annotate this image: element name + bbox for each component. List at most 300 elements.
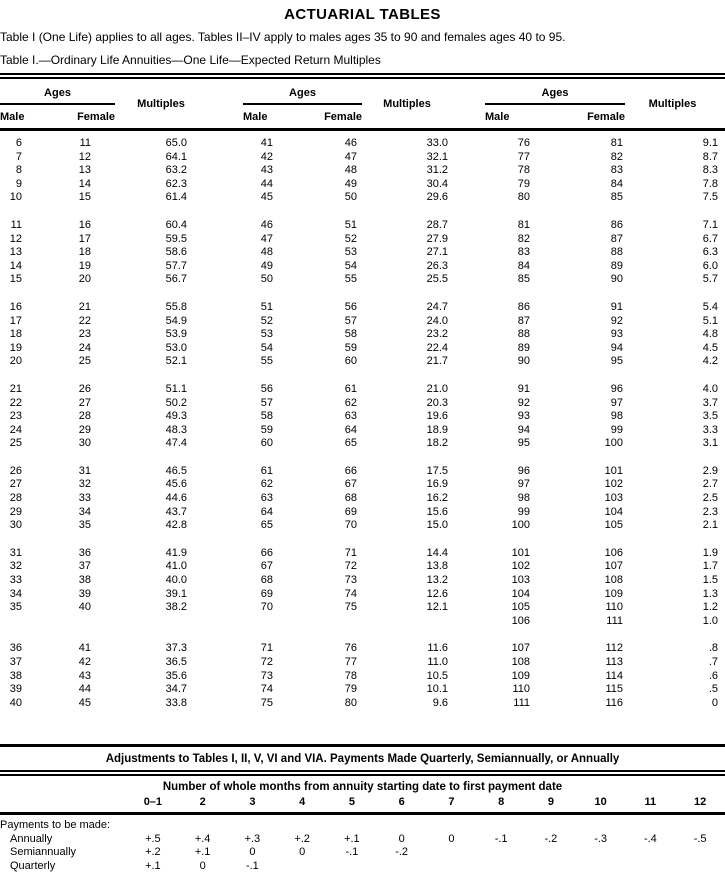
cell-male-age: 59	[260, 423, 273, 436]
cell-male-age: 96	[517, 464, 530, 477]
cell-male-age: 104	[511, 587, 530, 600]
adjustment-value	[476, 846, 526, 860]
cell-female-age: 82	[610, 150, 623, 163]
cell-multiple: 8.3	[702, 164, 718, 177]
month-column-header: 6	[377, 794, 427, 814]
cell-female-age: 43	[78, 669, 91, 682]
adjustment-value: +.2	[145, 846, 161, 859]
cell-multiple: 5.1	[702, 314, 718, 327]
adjustment-value	[526, 860, 576, 874]
cell-male-age: 28	[9, 492, 22, 505]
cell-multiple: 24.7	[426, 300, 448, 313]
cell-female-age: 12	[78, 150, 91, 163]
cell-multiple: 29.6	[426, 191, 448, 204]
cell-male-age: 14	[9, 259, 22, 272]
spacer	[452, 260, 485, 274]
table-row	[0, 574, 725, 588]
cell-multiple: 27.1	[426, 246, 448, 259]
cell-multiple: 57.7	[165, 259, 187, 272]
adjustment-value: 0	[299, 846, 306, 859]
cell-multiple: 10.1	[426, 683, 448, 696]
cell-male-age: 58	[260, 410, 273, 423]
cell-female-age: 99	[610, 423, 623, 436]
cell-female-age: 113	[605, 656, 623, 668]
cell-multiple: 17.5	[426, 464, 448, 477]
cell-female-age: 35	[78, 519, 91, 532]
cell-multiple: 1.3	[702, 587, 718, 600]
cell-multiple: 18.2	[426, 437, 448, 450]
cell-multiple: 56.7	[165, 273, 187, 286]
cell-male-age: 46	[260, 218, 273, 231]
table-row	[0, 151, 725, 165]
cell-male-age: 27	[9, 478, 22, 491]
cell-female-age: 73	[344, 574, 357, 587]
cell-female-age: 60	[344, 355, 357, 368]
cell-female-age: 16	[78, 218, 91, 231]
cell-multiple: 33.8	[165, 696, 187, 709]
spacer	[720, 465, 725, 479]
cell-female-age: 97	[610, 396, 623, 409]
document-page	[0, 6, 725, 873]
cell-female-age: 48	[344, 164, 357, 177]
cell-female-age: 44	[78, 683, 91, 696]
cell-multiple: 1.7	[702, 560, 718, 573]
spacer	[207, 683, 243, 697]
multiples-header-group1: Multiples	[115, 79, 207, 130]
cell-female-age: 53	[344, 246, 357, 259]
cell-male-age: 99	[517, 505, 530, 518]
cell-male-age: 74	[260, 683, 273, 696]
adjustment-value: +.1	[145, 859, 161, 872]
cell-male-age: 70	[260, 601, 273, 614]
table-row	[0, 642, 725, 656]
cell-multiple: 12.6	[426, 587, 448, 600]
payment-frequency-label: Quarterly	[10, 859, 56, 872]
spacer	[207, 328, 243, 342]
cell-female-age: 112	[605, 642, 623, 655]
cell-female-age: 69	[344, 505, 357, 518]
adjustment-value: 0	[448, 832, 455, 845]
cell-male-age: 9	[15, 177, 22, 190]
cell-female-age: 88	[610, 246, 623, 259]
cell-male-age: 31	[9, 546, 22, 559]
cell-female-age: 79	[344, 683, 357, 696]
spacer	[207, 137, 243, 151]
cell-multiple: 38.2	[165, 601, 187, 614]
spacer	[720, 642, 725, 656]
cell-male-age: 10	[9, 191, 22, 204]
cell-female-age: 40	[78, 601, 91, 614]
spacer	[207, 315, 243, 329]
spacer	[207, 615, 243, 629]
table-row	[0, 246, 725, 260]
cell-female-age: 85	[610, 191, 623, 204]
adjustment-value: -.2	[395, 846, 409, 859]
cell-multiple: 25.5	[426, 273, 448, 286]
cell-female-age: 110	[605, 601, 623, 614]
cell-male-age: 61	[260, 464, 273, 477]
cell-multiple: 26.3	[426, 259, 448, 272]
spacer	[452, 683, 485, 697]
cell-male-age: 13	[9, 246, 22, 259]
cell-multiple: 10.5	[426, 669, 448, 682]
payments-to-be-made-label: Payments to be made:	[0, 819, 111, 832]
table-row	[0, 478, 725, 492]
cell-female-age: 24	[78, 341, 91, 354]
cell-male-age: 65	[260, 519, 273, 532]
spacer	[452, 219, 485, 233]
spacer	[452, 397, 485, 411]
cell-multiple: 61.4	[165, 191, 187, 204]
adjustment-value	[576, 846, 626, 860]
cell-male-age: 81	[517, 218, 530, 231]
spacer	[207, 424, 243, 438]
cell-male-age: 12	[9, 232, 22, 245]
cell-male-age: 69	[260, 587, 273, 600]
cell-multiple: 62.3	[165, 177, 187, 190]
table-block-gap	[0, 130, 725, 138]
cell-male-age: 55	[260, 355, 273, 368]
cell-multiple: 30.4	[426, 177, 448, 190]
table-block-gap	[0, 533, 725, 547]
cell-female-age: 104	[604, 505, 623, 518]
cell-female-age: 57	[344, 314, 357, 327]
spacer	[207, 273, 243, 287]
cell-female-age: 92	[610, 314, 623, 327]
spacer	[452, 328, 485, 342]
cell-multiple: 9.6	[432, 696, 448, 709]
cell-male-age: 79	[517, 177, 530, 190]
adjustment-value: +.1	[194, 846, 211, 859]
cell-male-age: 107	[511, 642, 530, 655]
cell-multiple: 16.2	[426, 492, 448, 505]
spacer	[452, 191, 485, 205]
payment-frequency-label: Semiannually	[10, 846, 77, 859]
spacer	[207, 164, 243, 178]
cell-male-age: 97	[517, 478, 530, 491]
cell-male-age: 56	[260, 382, 273, 395]
cell-male-age: 108	[511, 656, 530, 668]
month-column-header: 12	[675, 794, 725, 814]
cell-multiple: 31.2	[426, 164, 448, 177]
spacer	[207, 178, 243, 192]
spacer	[452, 560, 485, 574]
cell-multiple: 59.5	[165, 232, 187, 245]
spacer	[207, 301, 243, 315]
cell-female-age: 47	[344, 150, 357, 163]
spacer	[720, 219, 725, 233]
cell-male-age: 8	[15, 164, 22, 177]
cell-female-age: 32	[78, 478, 91, 491]
adjustment-value	[327, 860, 377, 874]
cell-multiple: 4.0	[702, 382, 718, 395]
cell-female-age: 109	[604, 587, 623, 600]
cell-male-age: 76	[517, 137, 530, 149]
cell-male-age: 66	[260, 546, 273, 559]
intro-text: Table I (One Life) applies to all ages. Tables II–IV apply to males ages 35 to 90 and females ages 40 to 95.	[0, 30, 566, 44]
spacer	[207, 437, 243, 451]
cell-female-age	[26, 615, 115, 629]
cell-male-age: 103	[511, 574, 530, 587]
spacer	[207, 506, 243, 520]
cell-female-age: 105	[604, 519, 623, 532]
spacer	[720, 342, 725, 356]
cell-female-age: 96	[610, 382, 623, 395]
spacer	[452, 342, 485, 356]
table-row	[0, 383, 725, 397]
spacer	[720, 315, 725, 329]
cell-multiple: 2.1	[702, 519, 718, 532]
cell-multiple: 44.6	[165, 492, 187, 505]
spacer	[720, 151, 725, 165]
cell-multiple: 1.0	[702, 614, 718, 627]
cell-male-age: 24	[9, 423, 22, 436]
cell-multiple: 3.1	[702, 437, 718, 450]
spacer	[720, 683, 725, 697]
column-spacer	[720, 79, 725, 130]
adjustment-row	[0, 846, 725, 860]
cell-multiple: 11.6	[427, 642, 448, 655]
month-column-header: 0–1	[128, 794, 178, 814]
cell-multiple: 8.7	[702, 150, 718, 163]
cell-multiple: 45.6	[165, 478, 187, 491]
adjustments-table-body	[0, 814, 725, 874]
cell-male-age: 47	[260, 232, 273, 245]
spacer	[720, 273, 725, 287]
cell-female-age: 58	[344, 328, 357, 341]
cell-male-age: 73	[260, 669, 273, 682]
cell-multiple: 0	[711, 696, 718, 709]
cell-multiple: 48.3	[165, 423, 187, 436]
cell-female-age: 15	[78, 191, 91, 204]
payment-frequency-label: Annually	[10, 832, 53, 845]
spacer	[720, 574, 725, 588]
cell-multiple: 6.3	[702, 246, 718, 259]
male-header-group2: Male	[243, 104, 275, 130]
cell-female-age: 20	[78, 273, 91, 286]
adjustment-value: +.1	[344, 832, 360, 845]
spacer	[452, 547, 485, 561]
cell-female-age: 101	[604, 464, 623, 477]
cell-male-age: 102	[511, 560, 530, 573]
cell-male-age: 44	[260, 177, 273, 190]
cell-female-age: 115	[605, 683, 623, 696]
female-header-group3: Female	[532, 104, 625, 130]
cell-female-age: 22	[78, 314, 91, 327]
spacer	[452, 492, 485, 506]
adjustment-value: 0	[398, 832, 405, 845]
cell-multiple: 60.4	[165, 218, 187, 231]
cell-male-age: 34	[9, 587, 22, 600]
table-row	[0, 355, 725, 369]
cell-female-age: 23	[78, 328, 91, 341]
cell-male-age: 101	[511, 546, 530, 559]
cell-female-age: 42	[78, 656, 91, 668]
adjustment-value: 0	[199, 859, 206, 872]
cell-female-age: 89	[610, 259, 623, 272]
table-row	[0, 697, 725, 711]
adjustment-value: -.1	[245, 859, 259, 872]
spacer	[720, 260, 725, 274]
cell-male-age: 18	[9, 328, 22, 341]
spacer	[720, 478, 725, 492]
cell-male-age: 32	[9, 560, 22, 573]
spacer	[207, 151, 243, 165]
payments-label-row	[0, 814, 725, 833]
adjustments-table	[0, 794, 725, 873]
cell-female-age: 90	[610, 273, 623, 286]
cell-male-age: 50	[260, 273, 273, 286]
cell-male-age: 90	[517, 355, 530, 368]
adjustment-value	[576, 860, 626, 874]
cell-multiple: 52.1	[165, 355, 187, 368]
spacer	[720, 233, 725, 247]
column-spacer	[207, 79, 243, 130]
spacer	[452, 151, 485, 165]
cell-female-age: 75	[344, 601, 357, 614]
cell-female-age: 116	[605, 696, 623, 709]
adjustment-value	[626, 846, 676, 860]
cell-male-age: 86	[517, 300, 530, 313]
spacer	[720, 560, 725, 574]
cell-multiple: 36.5	[165, 656, 187, 668]
cell-male-age: 15	[9, 273, 22, 286]
table-block-gap	[0, 628, 725, 642]
spacer	[207, 656, 243, 670]
adjustment-value	[427, 860, 477, 874]
spacer	[452, 410, 485, 424]
spacer	[452, 478, 485, 492]
table-row	[0, 588, 725, 602]
cell-male-age: 29	[9, 505, 22, 518]
cell-multiple: 4.8	[702, 328, 718, 341]
cell-female-age: 36	[78, 546, 91, 559]
cell-multiple: 41.9	[165, 546, 187, 559]
cell-multiple: 50.2	[165, 396, 187, 409]
cell-male-age: 11	[10, 218, 22, 231]
adjustment-value: +.5	[145, 832, 161, 845]
adjustment-value	[377, 860, 427, 874]
table-row	[0, 601, 725, 615]
adjustment-value	[675, 846, 725, 860]
cell-female-age: 65	[344, 437, 357, 450]
cell-female-age: 84	[610, 177, 623, 190]
spacer	[207, 233, 243, 247]
cell-male-age: 43	[260, 164, 273, 177]
cell-male-age: 98	[517, 492, 530, 505]
adjustment-row	[0, 860, 725, 874]
spacer	[720, 137, 725, 151]
cell-multiple: .8	[708, 642, 718, 655]
spacer	[452, 315, 485, 329]
spacer	[452, 437, 485, 451]
cell-male-age: 80	[517, 191, 530, 204]
adjustment-value: -.4	[643, 832, 657, 845]
cell-multiple: 2.5	[702, 492, 718, 505]
cell-female-age: 11	[79, 137, 91, 149]
spacer	[452, 506, 485, 520]
cell-multiple: 27.9	[426, 232, 448, 245]
month-column-header: 7	[427, 794, 477, 814]
cell-multiple: 11.0	[427, 656, 448, 668]
cell-multiple: 39.1	[165, 587, 187, 600]
cell-multiple: 16.9	[426, 478, 448, 491]
cell-male-age: 106	[511, 614, 530, 627]
table-row	[0, 424, 725, 438]
cell-female-age: 49	[344, 177, 357, 190]
table-row	[0, 560, 725, 574]
cell-multiple: 13.2	[426, 574, 448, 587]
cell-multiple: 6.0	[702, 259, 718, 272]
month-column-header: 4	[277, 794, 327, 814]
cell-female-age: 93	[610, 328, 623, 341]
spacer	[207, 410, 243, 424]
table-block-gap	[0, 451, 725, 465]
cell-female-age: 107	[604, 560, 623, 573]
cell-male-age: 33	[9, 574, 22, 587]
table-row	[0, 683, 725, 697]
cell-male-age: 53	[260, 328, 273, 341]
spacer	[720, 178, 725, 192]
cell-male-age: 83	[517, 246, 530, 259]
cell-female-age: 100	[604, 437, 623, 450]
spacer	[207, 342, 243, 356]
cell-male-age: 62	[260, 478, 273, 491]
cell-multiple	[115, 615, 207, 629]
cell-female-age: 77	[344, 656, 357, 668]
spacer	[207, 670, 243, 684]
cell-male-age: 52	[260, 314, 273, 327]
table-row	[0, 273, 725, 287]
spacer	[720, 670, 725, 684]
adjustments-table-header	[0, 794, 725, 814]
male-header-group1: Male	[0, 104, 26, 130]
cell-female-age: 45	[78, 696, 91, 709]
table-row	[0, 342, 725, 356]
spacer	[720, 383, 725, 397]
cell-male-age: 17	[9, 314, 22, 327]
cell-multiple: 46.5	[165, 464, 187, 477]
cell-male-age: 68	[260, 574, 273, 587]
cell-female-age: 14	[78, 177, 91, 190]
cell-female-age: 71	[344, 546, 357, 559]
cell-female-age: 83	[610, 164, 623, 177]
adjustment-value: -.3	[594, 832, 608, 845]
cell-multiple: 24.0	[426, 314, 448, 327]
female-header-group1: Female	[26, 104, 115, 130]
cell-multiple: 53.0	[165, 341, 187, 354]
cell-male-age: 45	[260, 191, 273, 204]
table-row	[0, 164, 725, 178]
cell-female-age: 102	[604, 478, 623, 491]
cell-female-age: 78	[344, 669, 357, 682]
cell-female-age: 27	[78, 396, 91, 409]
spacer	[207, 697, 243, 711]
spacer	[207, 191, 243, 205]
cell-female-age: 17	[78, 232, 91, 245]
spacer	[207, 547, 243, 561]
cell-male-age: 38	[9, 669, 22, 682]
cell-multiple: 3.5	[702, 410, 718, 423]
cell-multiple: 20.3	[426, 396, 448, 409]
cell-female-age: 33	[78, 492, 91, 505]
table-row	[0, 301, 725, 315]
adjustment-value: -.1	[345, 846, 359, 859]
cell-multiple: 47.4	[165, 437, 187, 450]
spacer	[207, 478, 243, 492]
cell-male-age: 19	[9, 341, 22, 354]
cell-female-age: 34	[78, 505, 91, 518]
